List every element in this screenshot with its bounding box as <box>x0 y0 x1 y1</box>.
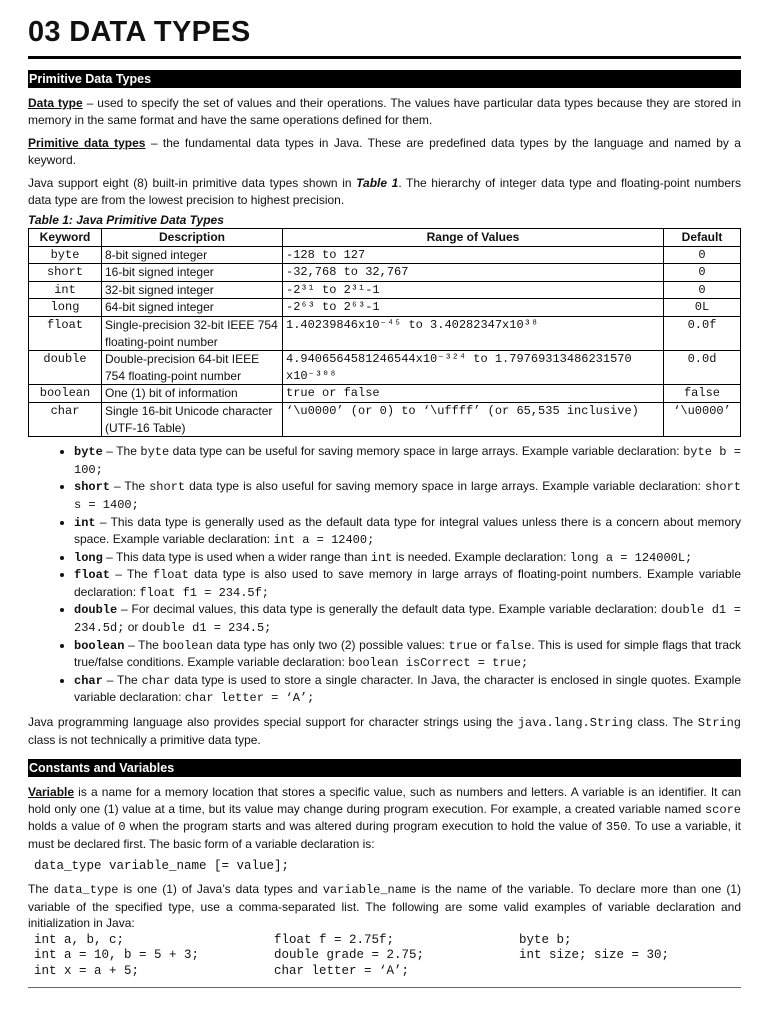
paragraph-eight-types <box>28 175 741 208</box>
range-cell: ‘\u0000’ (or 0) to ‘\uffff’ (or 65,535 inclusive) <box>283 402 664 436</box>
example-declaration: int x = a + 5; <box>34 963 140 978</box>
table-row <box>29 402 741 436</box>
header-default: Default <box>664 229 741 247</box>
section-heading-constants: Constants and Variables <box>28 759 741 777</box>
paragraph-data-type <box>28 95 741 128</box>
range-cell: -128 to 127 <box>283 246 664 264</box>
description-cell: Double-precision 64-bit IEEE 754 floating-point number <box>102 351 283 385</box>
type-bullet-list <box>28 443 741 707</box>
header-range: Range of Values <box>283 229 664 247</box>
description-cell: 16-bit signed integer <box>102 264 283 282</box>
primitive-types-table <box>28 228 741 437</box>
paragraph-text: Java support eight (8) built-in primitive data types shown in <box>28 176 357 190</box>
table-row <box>29 281 741 299</box>
term-primitive: Primitive data types <box>28 136 146 150</box>
description-cell: One (1) bit of information <box>102 385 283 403</box>
description-cell: 8-bit signed integer <box>102 246 283 264</box>
default-cell: 0 <box>664 264 741 282</box>
type-bullet: • int – This data type is generally used as the default data type for integral values unless there is a concern about memory space. Example variable declaration: int a = 12400; <box>74 514 741 549</box>
footer-rule <box>28 987 741 988</box>
keyword-cell: short <box>29 264 102 282</box>
range-cell: -2³¹ to 2³¹-1 <box>283 281 664 299</box>
header-description: Description <box>102 229 283 247</box>
description-cell: 32-bit signed integer <box>102 281 283 299</box>
range-cell: -32,768 to 32,767 <box>283 264 664 282</box>
keyword-cell: double <box>29 351 102 385</box>
paragraph-text: – the fundamental data types in Java. These are predefined data types by the language and named by a keyword. <box>28 136 741 167</box>
example-declaration: double grade = 2.75; <box>274 948 425 963</box>
table-caption: Table 1: Java Primitive Data Types <box>28 213 224 227</box>
paragraph-data-type-usage: The data_type is one (1) of Java’s data types and variable_name is the name of the variable. To declare more than one (1) variable of the specified type, use a comma-separated list. The following are some valid examples of variable declaration and initialization in Java: <box>28 882 741 931</box>
type-bullet: • float – The float data type is also used to save memory in large arrays of floating-point numbers. Example variable declaration: float f1 = 234.5f; <box>74 566 741 601</box>
description-cell: 64-bit signed integer <box>102 299 283 317</box>
range-cell: true or false <box>283 385 664 403</box>
type-bullet: • long – This data type is used when a wider range than int is needed. Example declaration: long a = 124000L; <box>74 549 741 567</box>
default-cell: false <box>664 385 741 403</box>
paragraph-text: . The hierarchy of integer data type and floating-point numbers data type are from the lowest precision to highest precision. <box>28 176 742 207</box>
paragraph-primitive <box>28 135 741 168</box>
term-data-type: Data type <box>28 96 83 110</box>
type-bullet: • byte – The byte data type can be useful for saving memory space in large arrays. Example variable declaration: byte b = 100; <box>74 443 741 478</box>
page-title: 03 DATA TYPES <box>28 16 251 48</box>
example-declaration: int a, b, c; <box>34 932 125 947</box>
declaration-examples <box>34 933 741 980</box>
table-row <box>29 246 741 264</box>
paragraph-text: is a name for a memory location that stores a specific value, such as numbers and letters. A variable is an identifier. It can hold only one (1) value at a time, but its value may change during program execution. For example, a created variable named score holds a value of 0 when the program starts and was altered during program execution to hold the value of 350. To use a variable, it must be declared first. The basic form of a variable declaration is: <box>28 785 741 851</box>
example-declaration: int size; size = 30; <box>519 948 670 963</box>
default-cell: 0.0d <box>664 351 741 385</box>
keyword-cell: float <box>29 316 102 350</box>
default-cell: ‘\u0000’ <box>664 402 741 436</box>
table-row <box>29 299 741 317</box>
type-bullet: • char – The char data type is used to store a single character. In Java, the character is enclosed in single quotes. Example variable declaration: char letter = ‘A’; <box>74 672 741 707</box>
paragraph-text: – used to specify the set of values and their operations. The values have particular data types because they are stored in memory in the same format and have the same operations defined for them. <box>28 96 741 127</box>
default-cell: 0 <box>664 281 741 299</box>
keyword-cell: long <box>29 299 102 317</box>
default-cell: 0 <box>664 246 741 264</box>
keyword-cell: int <box>29 281 102 299</box>
title-rule <box>28 56 741 59</box>
table-row <box>29 351 741 385</box>
table-header-row <box>29 229 741 247</box>
range-cell: 1.40239846x10⁻⁴⁵ to 3.40282347x10³⁸ <box>283 316 664 350</box>
keyword-cell: byte <box>29 246 102 264</box>
table-row <box>29 264 741 282</box>
type-bullet: • double – For decimal values, this data type is generally the default data type. Example variable declaration: double d1 = 234.5d; or double d1 = 234.5; <box>74 601 741 636</box>
declaration-syntax: data_type variable_name [= value]; <box>34 859 290 874</box>
example-declaration: char letter = ‘A’; <box>274 963 410 978</box>
example-declaration <box>519 964 739 980</box>
term-variable: Variable <box>28 785 75 800</box>
example-declaration: byte b; <box>519 932 572 947</box>
document-page <box>28 14 741 988</box>
keyword-cell: boolean <box>29 385 102 403</box>
table-body <box>29 246 741 437</box>
section-heading-primitive: Primitive Data Types <box>28 70 741 88</box>
description-cell: Single-precision 32-bit IEEE 754 floating-point number <box>102 316 283 350</box>
table-row <box>29 316 741 350</box>
range-cell: -2⁶³ to 2⁶³-1 <box>283 299 664 317</box>
range-cell: 4.9406564581246544x10⁻³²⁴ to 1.79769313486231570 x10⁻³⁰⁸ <box>283 351 664 385</box>
type-bullet: • boolean – The boolean data type has only two (2) possible values: true or false. This is used for simple flags that track true/false conditions. Example variable declaration: boolean isCorrect = true; <box>74 637 741 672</box>
table-row <box>29 385 741 403</box>
description-cell: Single 16-bit Unicode character (UTF-16 Table) <box>102 402 283 436</box>
example-declaration: float f = 2.75f; <box>274 932 395 947</box>
keyword-cell: char <box>29 402 102 436</box>
paragraph-string: Java programming language also provides special support for character strings using the java.lang.String class. The String class is not technically a primitive data type. <box>28 715 742 747</box>
type-bullet: • short – The short data type is also useful for saving memory space in large arrays. Example variable declaration: short s = 1400; <box>74 478 741 513</box>
default-cell: 0L <box>664 299 741 317</box>
example-declaration: int a = 10, b = 5 + 3; <box>34 948 200 963</box>
paragraph-variable <box>28 784 741 852</box>
header-keyword: Keyword <box>29 229 102 247</box>
table-reference: Table 1 <box>356 176 399 190</box>
default-cell: 0.0f <box>664 316 741 350</box>
